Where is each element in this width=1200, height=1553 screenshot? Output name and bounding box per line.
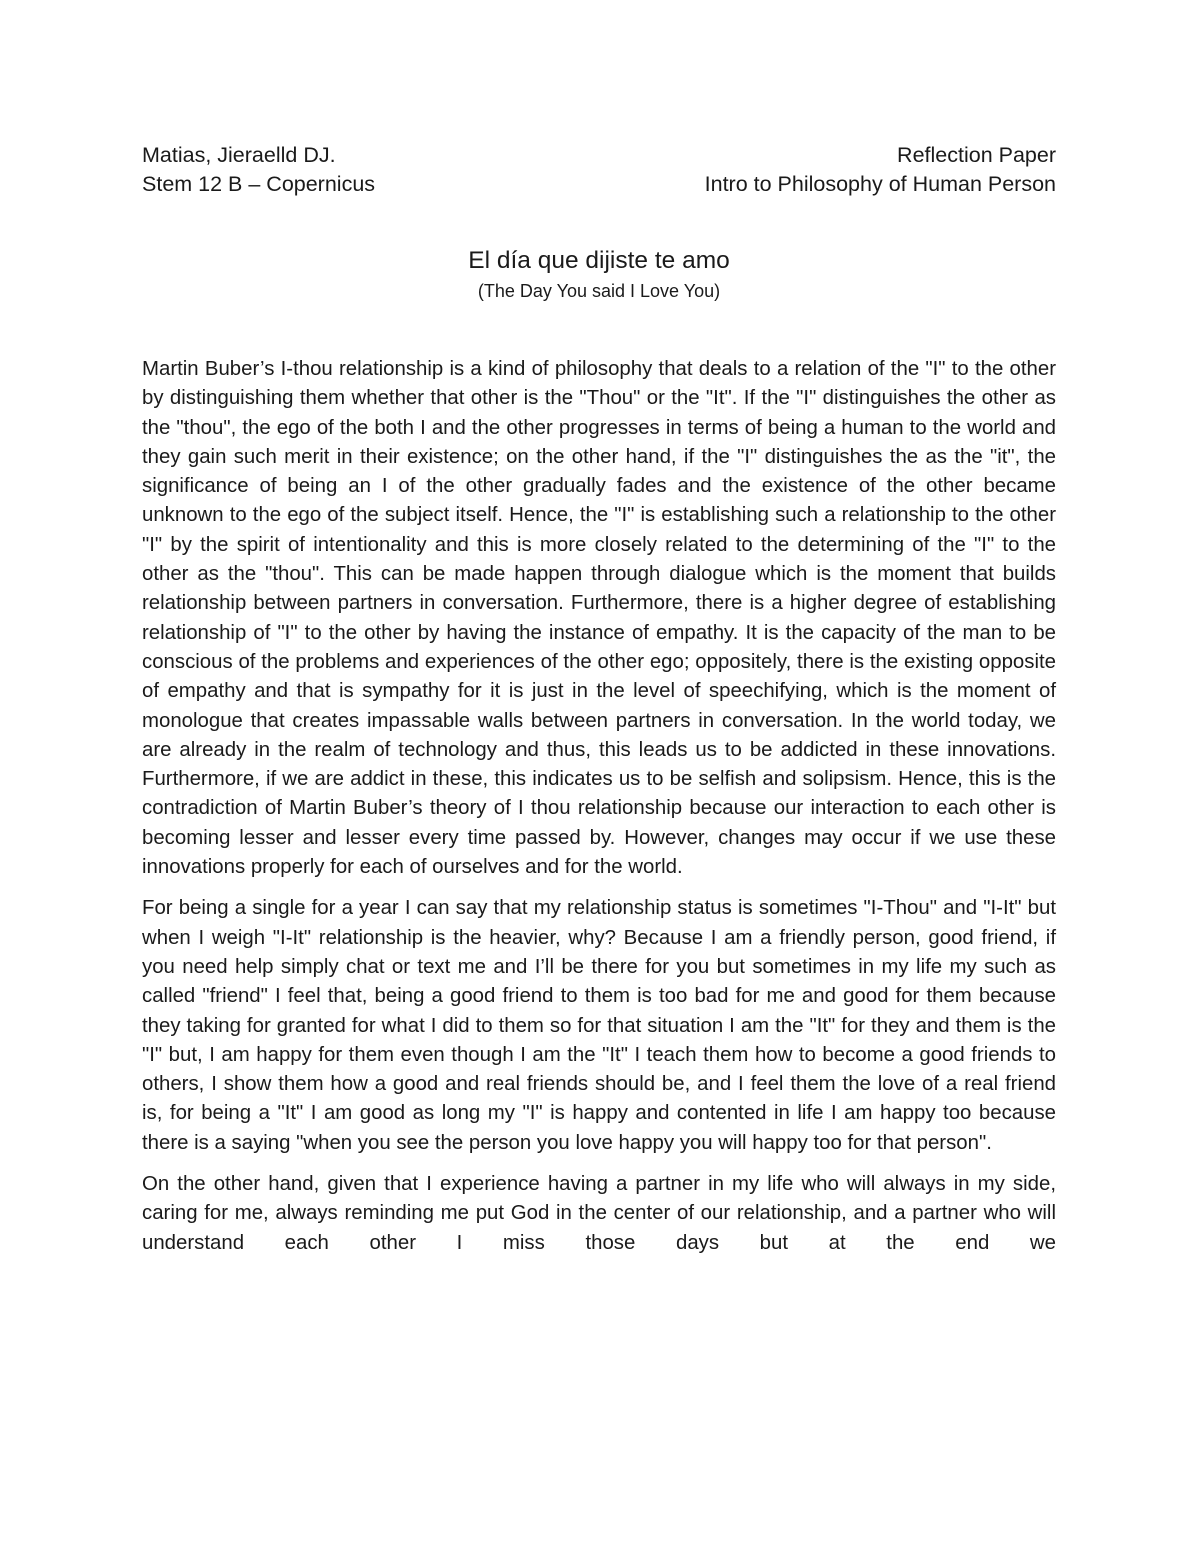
body-paragraph: Martin Buber’s I-thou relationship is a kind of philosophy that deals to a relation of the "I" to the other by distinguishing them whether that other is the "Thou" or the "It". If the "I" distinguishes the other as the "thou", the ego of the both I and the other progresses in terms of being a human to the world and they gain such merit in their existence; on the other hand, if the "I" distinguishes the as the "it", the significance of being an I of the other gradually fades and the existence of the other became unknown to the ego of the subject itself. Hence, the "I" is establishing such a relationship to the other "I" by the spirit of intentionality and this is more closely related to the determining of the "I" to the other as the "thou". This can be made happen through dialogue which is the moment that builds relationship between partners in conversation. Furthermore, there is a higher degree of establishing relationship of "I" to the other by having the instance of empathy. It is the capacity of the man to be conscious of the problems and experiences of the other ego; oppositely, there is the existing opposite of empathy and that is sympathy for it is just in the level of speechifying, which is the moment of monologue that creates impassable walls between partners in conversation. In the world today, we are already in the realm of technology and thus, this leads us to be addicted in these innovations. Furthermore, if we are addict in these, this indicates us to be selfish and solipsism. Hence, this is the contradiction of Martin Buber’s theory of I thou relationship because our interaction to each other is becoming lesser and lesser every time passed by. However, changes may occur if we use these innovations properly for each of ourselves and for the world. — [142, 358, 1056, 879]
title-block — [142, 244, 1056, 304]
document-body — [142, 355, 1056, 1258]
document-title: El día que dijiste te amo — [468, 247, 730, 274]
course-name: Intro to Philosophy of Human Person — [704, 172, 1056, 196]
body-paragraph: On the other hand, given that I experience having a partner in my life who will always in my side, caring for me, always reminding me put God in the center of our relationship, and a partner who will understand each other I miss those days but at the end we — [142, 1173, 1056, 1254]
document-type: Reflection Paper — [897, 143, 1056, 167]
header-row-1 — [142, 141, 1056, 170]
document-header — [142, 141, 1056, 199]
header-row-2 — [142, 170, 1056, 199]
document-subtitle: (The Day You said I Love You) — [477, 281, 721, 301]
author-name: Matias, Jieraelld DJ. — [142, 143, 336, 167]
class-section: Stem 12 B – Copernicus — [142, 172, 376, 196]
body-paragraph: For being a single for a year I can say that my relationship status is sometimes "I-Thou" and "I-It" but when I weigh "I-It" relationship is the heavier, why? Because I am a friendly person, good friend, if you need help simply chat or text me and I’ll be there for you but sometimes in my life my such as called "friend" I feel that, being a good friend to them is too bad for me and good for them because they taking for granted for what I did to them so for that situation I am the "It" for they and them is the "I" but, I am happy for them even though I am the "It" I teach them how to become a good friends to others, I show them how a good and real friends should be, and I feel them the love of a real friend is, for being a "It" I am good as long my "I" is happy and contented in life I am happy too because there is a saying "when you see the person you love happy you will happy too for that person". — [142, 897, 1056, 1154]
